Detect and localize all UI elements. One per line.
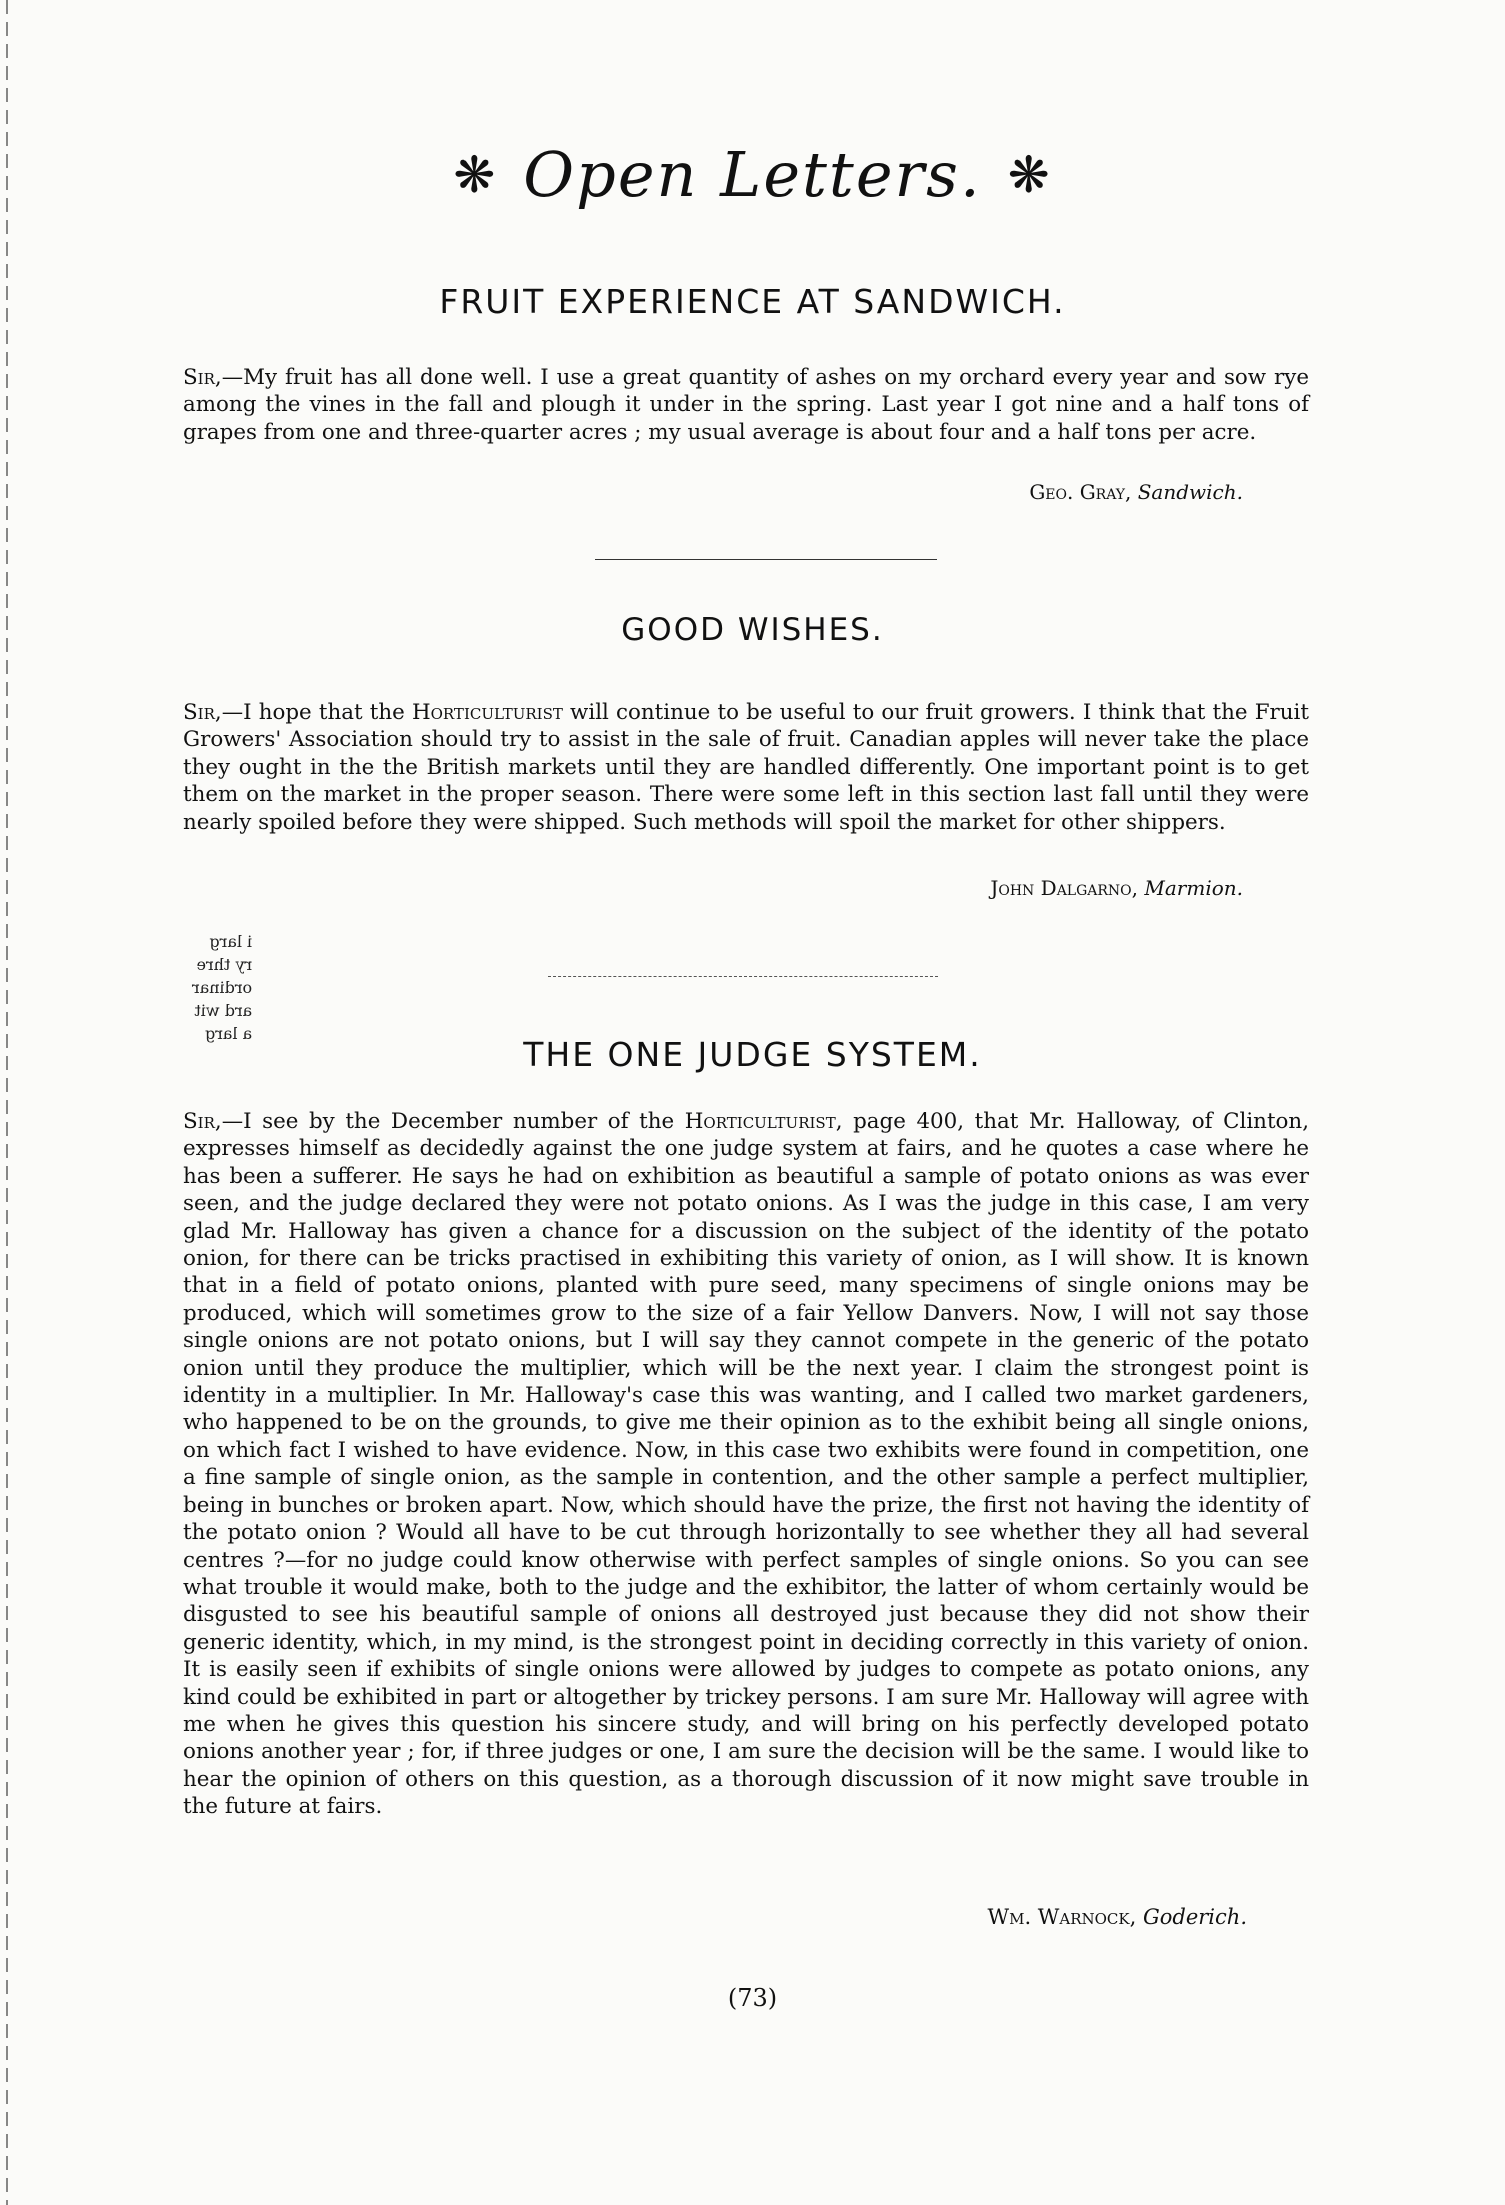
- signature-place: Marmion.: [1144, 876, 1243, 900]
- signature-name: Wm. Warnock,: [987, 1905, 1137, 1929]
- signature-name: John Dalgarno,: [990, 876, 1139, 900]
- body-text-b: , page 400, that Mr. Halloway, of Clinton, expresses himself as decidedly against the one judge system at fairs, and he quotes a case where he has been a sufferer. He says he had on exhibition as beautiful a sample of potato onions as was ever seen, and the judge declared they were not potato onions. As I was the judge in this case, I am very glad Mr. Halloway has given a chance for a discussion on the subject of the identity of the potato onion, for there can be tricks practised in exhibiting this variety of onion, as I will show. It is known that in a field of potato onions, planted with pure seed, many specimens of single onions may be produced, which will sometimes grow to the size of a fair Yellow Danvers. Now, I will not say those single onions are not potato onions, but I will say they cannot compete in the generic of the potato onion until they produce the multiplier, which will be the next year. I claim the strongest point is identity in a multiplier. In Mr. Halloway's case this was wanting, and I called two market gardeners, who happened to be on the grounds, to give me their opinion as to the exhibit being all single onions, on which fact I wished to have evidence. Now, in this case two exhibits were found in competition, one a fine sample of single onion, as the sample in contention, and the other sample a perfect multiplier, being in bunches or broken apart. Now, which should have the prize, the first not having the identity of the potato onion ? Would all have to be cut through horizontally to see whether they all had several centres ?—for no judge could know otherwise with perfect samples of single onions. So you can see what trouble it would make, both to the judge and the exhibitor, the latter of whom certainly would be disgusted to see his beautiful sample of onions all destroyed just because they did not show their generic identity, which, in my mind, is the strongest point in deciding correctly in this variety of onion. It is easily seen if exhibits of single onions were allowed by judges to compete as potato onions, any kind could be exhibited in part or altogether by trickey persons. I am sure Mr. Halloway will agree with me when he gives this question his sincere study, and will bring on his perfectly developed potato onions another year ; for, if three judges or one, I am sure the decision will be the same. I would like to hear the opinion of others on this question, as a thorough discussion of it now might save trouble in the future at fairs.: [183, 1109, 1309, 1820]
- bleed-line: ry thre: [196, 955, 253, 974]
- article-heading-good-wishes: GOOD WISHES.: [621, 612, 884, 648]
- section-banner: [0, 138, 1505, 211]
- banner-title: Open Letters.: [523, 138, 982, 211]
- article-body-one-judge-system: [183, 1108, 1309, 1821]
- bleed-through-text: [192, 930, 252, 1045]
- bleed-line: ard wit: [194, 1001, 253, 1020]
- article-heading-one-judge-system: THE ONE JUDGE SYSTEM.: [523, 1035, 982, 1074]
- body-text-a: —I hope that the: [221, 700, 412, 725]
- journal-name: Horticulturist: [684, 1109, 836, 1134]
- page-number: (73): [727, 1984, 778, 2012]
- asterism-left-icon: ❋: [453, 146, 498, 204]
- section-divider: [595, 559, 937, 560]
- body-text-b: will continue to be useful to our fruit growers. I think that the Fruit Growers' Association should try to assist in the sale of fruit. Canadian apples will never take the place they ought in the the British markets until they are handled differently. One important point is to get them on the market in the proper season. There were some left in this section last fall until they were nearly spoiled before they were shipped. Such methods will spoil the market for other shippers.: [183, 700, 1309, 835]
- body-text: —My fruit has all done well. I use a great quantity of ashes on my orchard every year and sow rye among the vines in the fall and plough it under in the spring. Last year I got nine and a half tons of grapes from one and three-quarter acres ; my usual average is about four and a half tons per acre.: [183, 365, 1309, 445]
- salutation: Sir,: [183, 365, 222, 390]
- asterism-right-icon: ❋: [1007, 146, 1052, 204]
- signature-place: Goderich.: [1142, 1905, 1247, 1929]
- salutation: Sir,: [183, 700, 222, 725]
- article-heading-fruit-experience: FRUIT EXPERIENCE AT SANDWICH.: [439, 282, 1066, 321]
- signature-fruit-experience: [1029, 480, 1243, 504]
- body-text-a: —I see by the December number of the: [221, 1109, 685, 1134]
- signature-one-judge-system: [988, 1905, 1248, 1929]
- salutation: Sir,: [183, 1109, 222, 1134]
- signature-place: Sandwich.: [1137, 480, 1243, 504]
- bleed-line: ordinar: [192, 978, 253, 997]
- article-body-good-wishes: [183, 699, 1309, 836]
- section-divider: [548, 976, 938, 977]
- bleed-line: i larg: [209, 932, 253, 951]
- signature-good-wishes: [990, 876, 1243, 900]
- page-edge-shadow: [6, 0, 8, 2205]
- bleed-line: a larg: [204, 1024, 253, 1043]
- journal-name: Horticulturist: [411, 700, 563, 725]
- article-body-fruit-experience: [183, 364, 1309, 446]
- signature-name: Geo. Gray,: [1029, 480, 1132, 504]
